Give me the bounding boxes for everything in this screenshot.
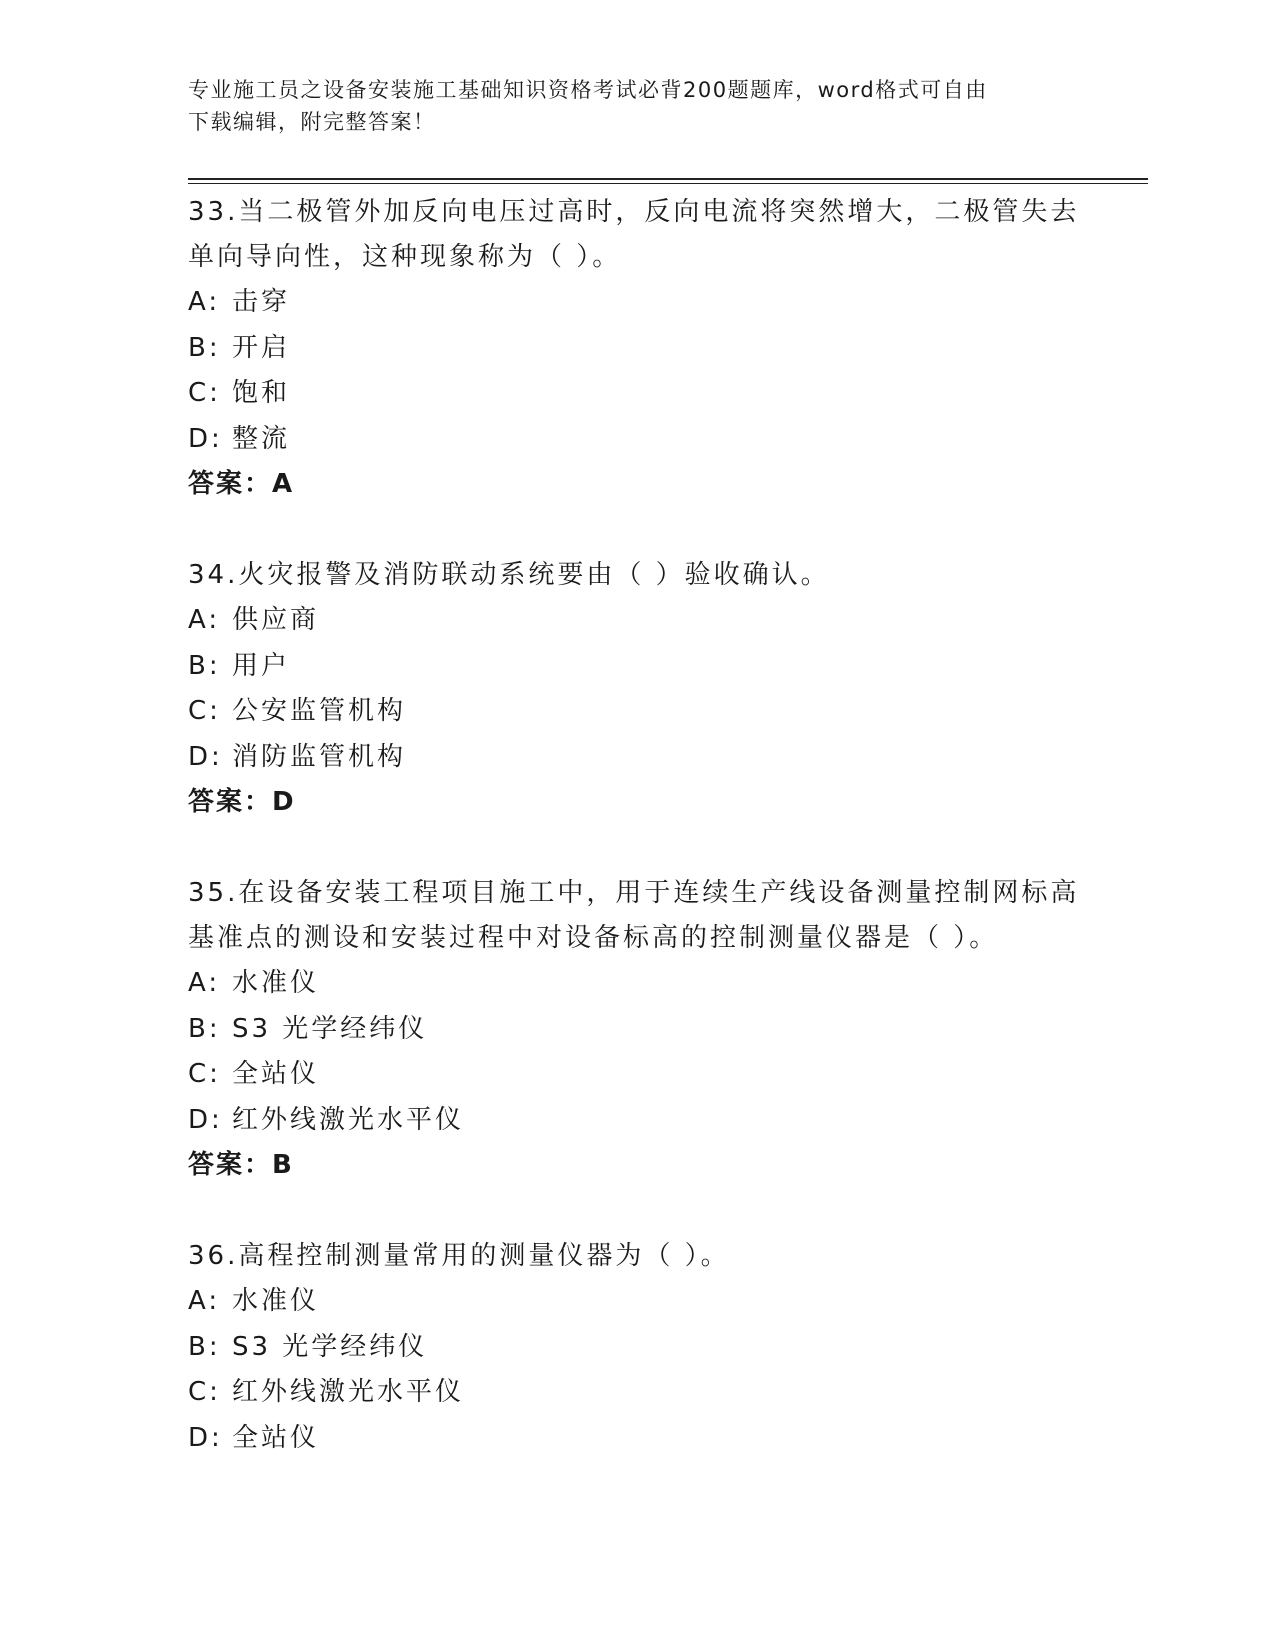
option-text: S3 光学经纬仪 (232, 1331, 428, 1362)
option-key: A: (188, 968, 221, 998)
option-key: D: (188, 741, 223, 772)
option-key: C: (188, 1377, 221, 1407)
option-a (188, 598, 1148, 644)
option-a (188, 961, 1148, 1007)
question-33 (188, 190, 1148, 507)
document-header (188, 74, 1088, 138)
question-stem (188, 553, 1088, 598)
answer-line: 答案：A (188, 469, 295, 499)
option-c (188, 689, 1148, 735)
header-line-2: 下载编辑，附完整答案！ (188, 110, 436, 134)
option-b (188, 1007, 1148, 1053)
option-key: B: (188, 1331, 221, 1362)
option-b (188, 644, 1148, 690)
option-key: B: (188, 332, 221, 363)
option-text: 击穿 (232, 287, 291, 317)
option-key: B: (188, 1013, 221, 1044)
stem-line-2: 基准点的测设和安装过程中对设备标高的控制测量仪器是（ ）。 (188, 923, 999, 953)
stem-line-1: 34.火灾报警及消防联动系统要由（ ）验收确认。 (188, 560, 830, 590)
option-key: D: (188, 1422, 223, 1453)
answer-line: 答案：D (188, 787, 296, 817)
option-d (188, 417, 1148, 463)
option-text: 用户 (232, 650, 291, 681)
option-b (188, 1325, 1148, 1371)
option-d (188, 1416, 1148, 1462)
option-text: 公安监管机构 (232, 696, 407, 726)
option-key: C: (188, 1059, 221, 1089)
header-divider (188, 178, 1148, 184)
option-b (188, 326, 1148, 372)
option-d (188, 735, 1148, 781)
answer-line: 答案：B (188, 1150, 294, 1180)
stem-line-1: 33.当二极管外加反向电压过高时，反向电流将突然增大，二极管失去 (188, 197, 1080, 227)
stem-line-1: 36.高程控制测量常用的测量仪器为（ ）。 (188, 1241, 730, 1271)
option-key: A: (188, 287, 221, 317)
question-36 (188, 1234, 1148, 1461)
option-text: 饱和 (232, 378, 291, 408)
option-text: 红外线激光水平仪 (232, 1377, 465, 1407)
question-35 (188, 871, 1148, 1188)
option-text: 全站仪 (232, 1059, 320, 1089)
option-c (188, 1370, 1148, 1416)
header-line-1: 专业施工员之设备安装施工基础知识资格考试必背200题题库，word格式可自由 (188, 78, 988, 102)
question-stem (188, 871, 1088, 961)
stem-line-2: 单向导向性，这种现象称为（ ）。 (188, 242, 622, 272)
option-text: 水准仪 (232, 968, 320, 998)
question-list (188, 190, 1148, 1507)
option-c (188, 1052, 1148, 1098)
option-c (188, 371, 1148, 417)
option-a (188, 1279, 1148, 1325)
option-key: B: (188, 650, 221, 681)
option-key: D: (188, 1104, 223, 1135)
option-text: 红外线激光水平仪 (232, 1104, 465, 1135)
option-text: 消防监管机构 (232, 741, 407, 772)
option-text: S3 光学经纬仪 (232, 1013, 428, 1044)
option-key: C: (188, 378, 221, 408)
option-text: 供应商 (232, 605, 320, 635)
option-text: 开启 (232, 332, 291, 363)
question-stem (188, 1234, 1088, 1279)
option-key: D: (188, 423, 223, 454)
question-34 (188, 553, 1148, 825)
option-key: C: (188, 696, 221, 726)
option-key: A: (188, 1286, 221, 1316)
option-d (188, 1098, 1148, 1144)
option-text: 整流 (232, 423, 291, 454)
option-text: 水准仪 (232, 1286, 320, 1316)
option-key: A: (188, 605, 221, 635)
option-text: 全站仪 (232, 1422, 320, 1453)
option-a (188, 280, 1148, 326)
question-stem (188, 190, 1088, 280)
stem-line-1: 35.在设备安装工程项目施工中，用于连续生产线设备测量控制网标高 (188, 878, 1080, 908)
